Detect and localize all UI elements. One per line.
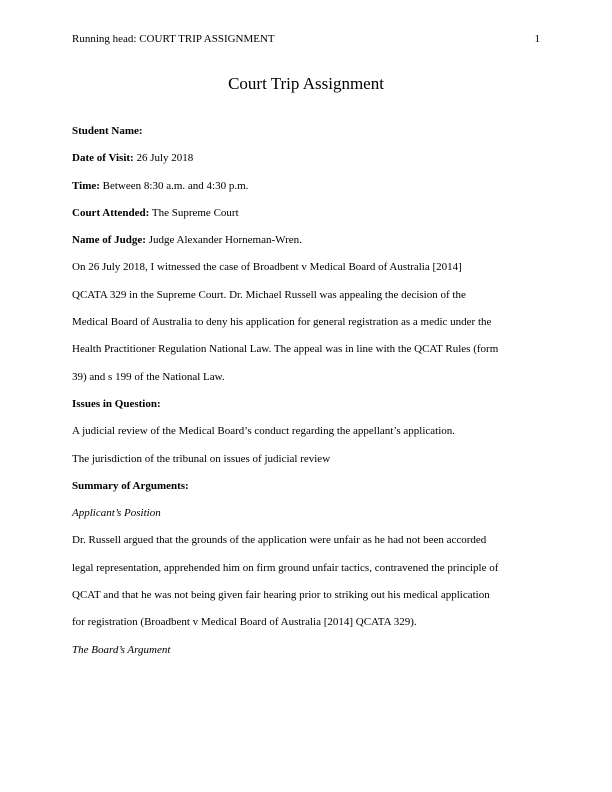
field-time [72, 173, 540, 200]
field-judge-name [72, 227, 540, 254]
subheading-applicants-position: Applicant’s Position [72, 507, 161, 520]
page-number: 1 [534, 33, 540, 45]
document-body [72, 118, 540, 664]
issue-line-2: The jurisdiction of the tribunal on issues of judicial review [72, 452, 331, 465]
document-title: Court Trip Assignment [228, 74, 384, 93]
field-time-label: Time: [72, 179, 100, 192]
case-paragraph-line-3: Medical Board of Australia to deny his application for general registration as a medic under the [72, 316, 492, 329]
running-head: Running head: COURT TRIP ASSIGNMENT [72, 33, 275, 45]
argument-line-4: for registration (Broadbent v Medical Board of Australia [2014] QCATA 329). [72, 616, 417, 629]
page-header [72, 33, 540, 46]
argument-line-1: Dr. Russell argued that the grounds of the application were unfair as he had not been accorded [72, 534, 487, 547]
subheading-boards-argument: The Board’s Argument [72, 643, 171, 656]
field-judge-name-label: Name of Judge: [72, 234, 146, 247]
field-date-of-visit-value: 26 July 2018 [133, 152, 194, 165]
field-student-name [72, 118, 540, 145]
field-date-of-visit [72, 145, 540, 172]
heading-summary-of-arguments-label: Summary of Arguments: [72, 479, 189, 492]
argument-line-2: legal representation, apprehended him on firm ground unfair tactics, contravened the principle of [72, 561, 499, 574]
field-student-name-label: Student Name: [72, 125, 143, 137]
case-paragraph-line-5: 39) and s 199 of the National Law. [72, 370, 225, 383]
heading-issues-in-question [72, 391, 540, 418]
field-court-attended [72, 200, 540, 227]
field-judge-name-value: Judge Alexander Horneman-Wren. [145, 234, 302, 247]
heading-summary-of-arguments [72, 473, 540, 500]
case-paragraph-line-2: QCATA 329 in the Supreme Court. Dr. Michael Russell was appealing the decision of the [72, 288, 466, 301]
field-date-of-visit-label: Date of Visit: [72, 152, 134, 165]
argument-line-3: QCAT and that he was not being given fair hearing prior to striking out his medical application [72, 589, 490, 602]
field-court-attended-label: Court Attended: [72, 206, 150, 219]
case-paragraph-line-4: Health Practitioner Regulation National Law. The appeal was in line with the QCAT Rules (form [72, 343, 499, 356]
case-paragraph-line-1: On 26 July 2018, I witnessed the case of Broadbent v Medical Board of Australia [2014] [72, 261, 462, 274]
heading-issues-in-question-label: Issues in Question: [72, 397, 161, 410]
issue-line-1: A judicial review of the Medical Board’s conduct regarding the appellant’s application. [72, 425, 456, 438]
field-time-value: Between 8:30 a.m. and 4:30 p.m. [99, 179, 249, 192]
field-court-attended-value: The Supreme Court [149, 206, 239, 219]
